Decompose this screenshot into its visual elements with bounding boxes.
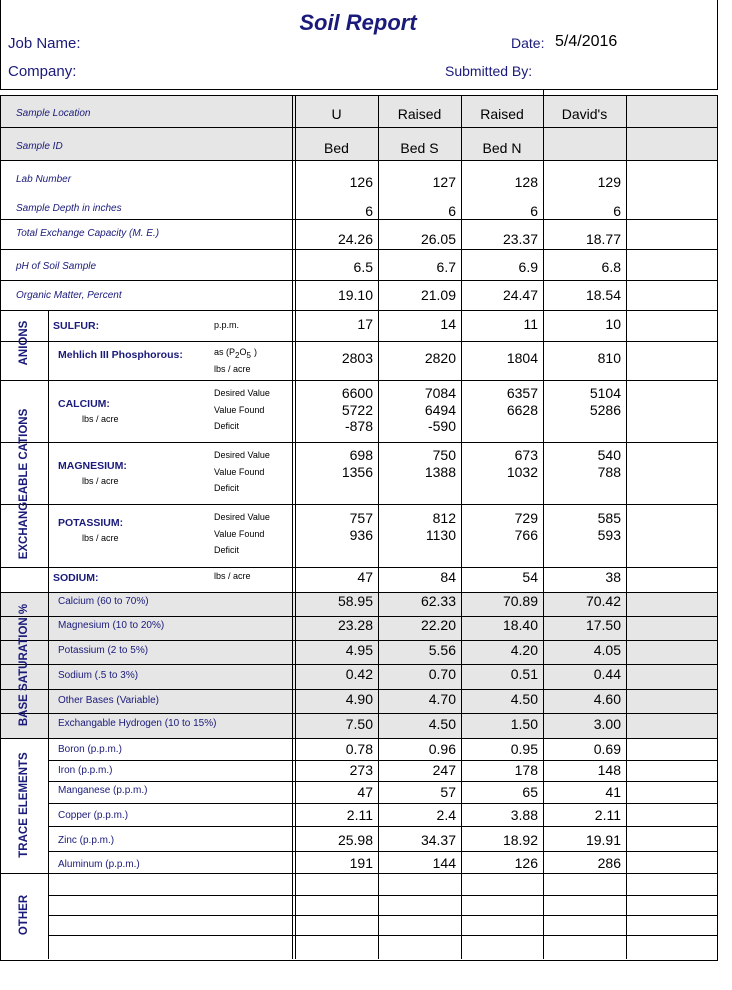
lab-number-col-1: 126 [349,174,373,190]
trace-5-col-2: 144 [432,855,456,871]
potassium-desired-label: Desired Value [214,512,270,522]
sample-depth-col-1: 6 [365,203,373,219]
potassium-col-1: 757 936 [349,510,373,543]
page-title: Soil Report [299,10,417,35]
trace-2-col-1: 47 [357,784,373,800]
tec-col-1: 24.26 [337,231,373,247]
trace-3-col-1: 2.11 [346,807,373,823]
base-sat-0-col-1: 58.95 [337,593,373,609]
sulfur-col-1: 17 [357,316,373,332]
soil-data-table [0,95,718,961]
company-label: Company: [8,63,77,80]
magnesium-unit: lbs / acre [82,476,119,486]
sample-depth-col-4: 6 [613,203,621,219]
phosphorous-unit-2: lbs / acre [214,364,251,374]
sodium-unit: lbs / acre [214,571,251,581]
trace-4-col-2: 34.37 [420,832,456,848]
ph-col-1: 6.5 [353,259,373,275]
calcium-col-1: 6600 5722 -878 [341,385,373,434]
sodium-col-3: 54 [522,569,538,585]
tec-label: Total Exchange Capacity (M. E.) [16,228,160,239]
bs-magnesium-label: Magnesium (10 to 20%) [58,620,165,631]
calcium-unit: lbs / acre [82,414,119,424]
sample-location-col-3: Raised [480,106,524,122]
base-sat-3-col-3: 0.51 [510,666,538,682]
potassium-col-2: 812 1130 [425,510,456,543]
tec-col-2: 26.05 [420,231,456,247]
base-sat-3-col-2: 0.70 [428,666,456,682]
base-sat-5-col-1: 7.50 [345,716,373,732]
base-sat-1-col-4: 17.50 [585,617,621,633]
magnesium-desired-label: Desired Value [214,450,270,460]
magnesium-col-3: 673 1032 [506,447,538,480]
base-sat-4-col-1: 4.90 [345,691,373,707]
trace-4-col-4: 19.91 [585,832,621,848]
sample-depth-label: Sample Depth in inches [16,203,122,214]
trace-5-col-4: 286 [597,855,621,871]
lab-number-label: Lab Number [16,174,72,185]
date-value: 5/4/2016 [555,33,618,50]
other-group-label: OTHER [18,894,30,936]
calcium-col-2: 7084 6494 -590 [424,385,456,434]
ph-col-4: 6.8 [601,259,621,275]
cations-group-label: EXCHANGEABLE CATIONS [18,408,30,560]
lab-number-col-4: 129 [597,174,621,190]
organic-col-2: 21.09 [420,287,456,303]
sodium-label: SODIUM: [53,572,99,584]
base-sat-5-col-4: 3.00 [593,716,621,732]
trace-4-col-3: 18.92 [502,832,538,848]
sample-id-col-2: Bed S [400,140,439,156]
bs-hydrogen-label: Exchangable Hydrogen (10 to 15%) [58,718,217,729]
potassium-col-3: 729 766 [514,510,538,543]
trace-5-col-1: 191 [349,855,373,871]
trace-2-col-4: 41 [605,784,621,800]
trace-0-col-2: 0.96 [428,741,456,757]
trace-zinc-label: Zinc (p.p.m.) [58,835,115,846]
base-sat-1-col-3: 18.40 [502,617,538,633]
magnesium-label: MAGNESIUM: [58,460,127,472]
magnesium-deficit-label: Deficit [214,483,240,493]
trace-1-col-3: 178 [514,762,538,778]
trace-1-col-4: 148 [597,762,621,778]
potassium-deficit-label: Deficit [214,545,240,555]
tec-col-4: 18.77 [585,231,621,247]
sample-location-col-4: David's [561,106,608,122]
trace-copper-label: Copper (p.p.m.) [58,810,129,821]
trace-aluminum-label: Aluminum (p.p.m.) [58,859,140,870]
trace-boron-label: Boron (p.p.m.) [58,744,122,755]
trace-iron-label: Iron (p.p.m.) [58,765,113,776]
tec-col-3: 23.37 [502,231,538,247]
base-sat-5-col-2: 4.50 [428,716,456,732]
organic-col-4: 18.54 [585,287,621,303]
base-sat-2-col-2: 5.56 [428,642,456,658]
trace-3-col-4: 2.11 [594,807,621,823]
phosphorous-unit: as ($P_2O_5$ ) [214,347,257,360]
calcium-label: CALCIUM: [58,398,110,410]
base-sat-3-col-4: 0.44 [593,666,621,682]
sulfur-col-4: 10 [605,316,621,332]
base-sat-3-col-1: 0.42 [345,666,373,682]
organic-label: Organic Matter, Percent [16,290,122,301]
sample-id-col-1: Bed [324,140,349,156]
magnesium-found-label: Value Found [214,466,265,477]
base-sat-2-col-3: 4.20 [510,642,538,658]
ph-label: pH of Soil Sample [16,261,97,272]
base-sat-0-col-4: 70.42 [585,593,621,609]
base-saturation-group-label: BASE SATURATION % [18,603,30,727]
lab-number-col-3: 128 [514,174,538,190]
organic-col-3: 24.47 [502,287,538,303]
magnesium-col-4: 540 788 [597,447,621,480]
job-name-label: Job Name: [8,35,81,52]
sample-depth-col-2: 6 [448,203,456,219]
anions-group-label: ANIONS [18,320,30,366]
trace-0-col-3: 0.95 [510,741,538,757]
bs-sodium-label: Sodium (.5 to 3%) [58,670,139,681]
sulfur-label: SULFUR: [53,320,100,332]
base-sat-2-col-4: 4.05 [593,642,621,658]
phosphorous-col-1: 2803 [341,350,373,366]
base-sat-4-col-3: 4.50 [510,691,538,707]
calcium-deficit-label: Deficit [214,421,240,431]
base-sat-1-col-1: 23.28 [337,617,373,633]
organic-col-1: 19.10 [337,287,373,303]
calcium-col-3: 6357 6628 [506,385,538,418]
submitted-by-label: Submitted By: [445,63,533,79]
trace-elements-group-label: TRACE ELEMENTS [18,752,30,858]
phosphorous-col-3: 1804 [506,350,538,366]
bs-potassium-label: Potassium (2 to 5%) [58,645,149,656]
sample-id-col-3: Bed N [482,140,522,156]
base-sat-4-col-2: 4.70 [428,691,456,707]
base-sat-5-col-3: 1.50 [510,716,538,732]
trace-1-col-2: 247 [432,762,456,778]
trace-manganese-label: Manganese (p.p.m.) [58,785,148,796]
date-label: Date: [511,35,545,51]
potassium-label: POTASSIUM: [58,517,124,529]
potassium-found-label: Value Found [214,528,265,539]
sodium-col-2: 84 [440,569,456,585]
base-sat-4-col-4: 4.60 [593,691,621,707]
sulfur-unit: p.p.m. [214,320,240,330]
trace-2-col-2: 57 [440,784,456,800]
trace-4-col-1: 25.98 [337,832,373,848]
trace-1-col-1: 273 [349,762,373,778]
lab-number-col-2: 127 [432,174,456,190]
magnesium-col-1: 698 1356 [341,447,373,480]
base-sat-0-col-2: 62.33 [420,593,456,609]
sample-location-col-2: Raised [397,106,442,122]
base-sat-0-col-3: 70.89 [502,593,538,609]
phosphorous-col-2: 2820 [424,350,456,366]
ph-col-3: 6.9 [518,259,538,275]
calcium-found-label: Value Found [214,404,265,415]
sample-location-label: Sample Location [16,108,91,119]
bs-calcium-label: Calcium (60 to 70%) [58,596,149,607]
trace-5-col-3: 126 [514,855,538,871]
trace-3-col-2: 2.4 [436,807,456,823]
bs-other-label: Other Bases (Variable) [58,695,159,706]
phosphorous-col-4: 810 [597,350,621,366]
sulfur-col-2: 14 [440,316,456,332]
sulfur-col-3: 11 [523,316,538,332]
trace-0-col-4: 0.69 [593,741,621,757]
sample-location-col-1: U [331,106,342,122]
trace-0-col-1: 0.78 [345,741,373,757]
phosphorous-label: Mehlich III Phosphorous: [58,349,183,361]
sodium-col-1: 47 [357,569,373,585]
calcium-desired-label: Desired Value [214,388,270,398]
ph-col-2: 6.7 [436,259,456,275]
potassium-unit: lbs / acre [82,533,119,543]
trace-3-col-3: 3.88 [510,807,538,823]
sample-depth-col-3: 6 [530,203,538,219]
sodium-col-4: 38 [605,569,621,585]
magnesium-col-2: 750 1388 [424,447,456,480]
trace-2-col-3: 65 [522,784,538,800]
potassium-col-4: 585 593 [597,510,621,543]
base-sat-1-col-2: 22.20 [420,617,456,633]
base-sat-2-col-1: 4.95 [345,642,373,658]
calcium-col-4: 5104 5286 [589,385,621,418]
sample-id-label: Sample ID [16,141,63,152]
